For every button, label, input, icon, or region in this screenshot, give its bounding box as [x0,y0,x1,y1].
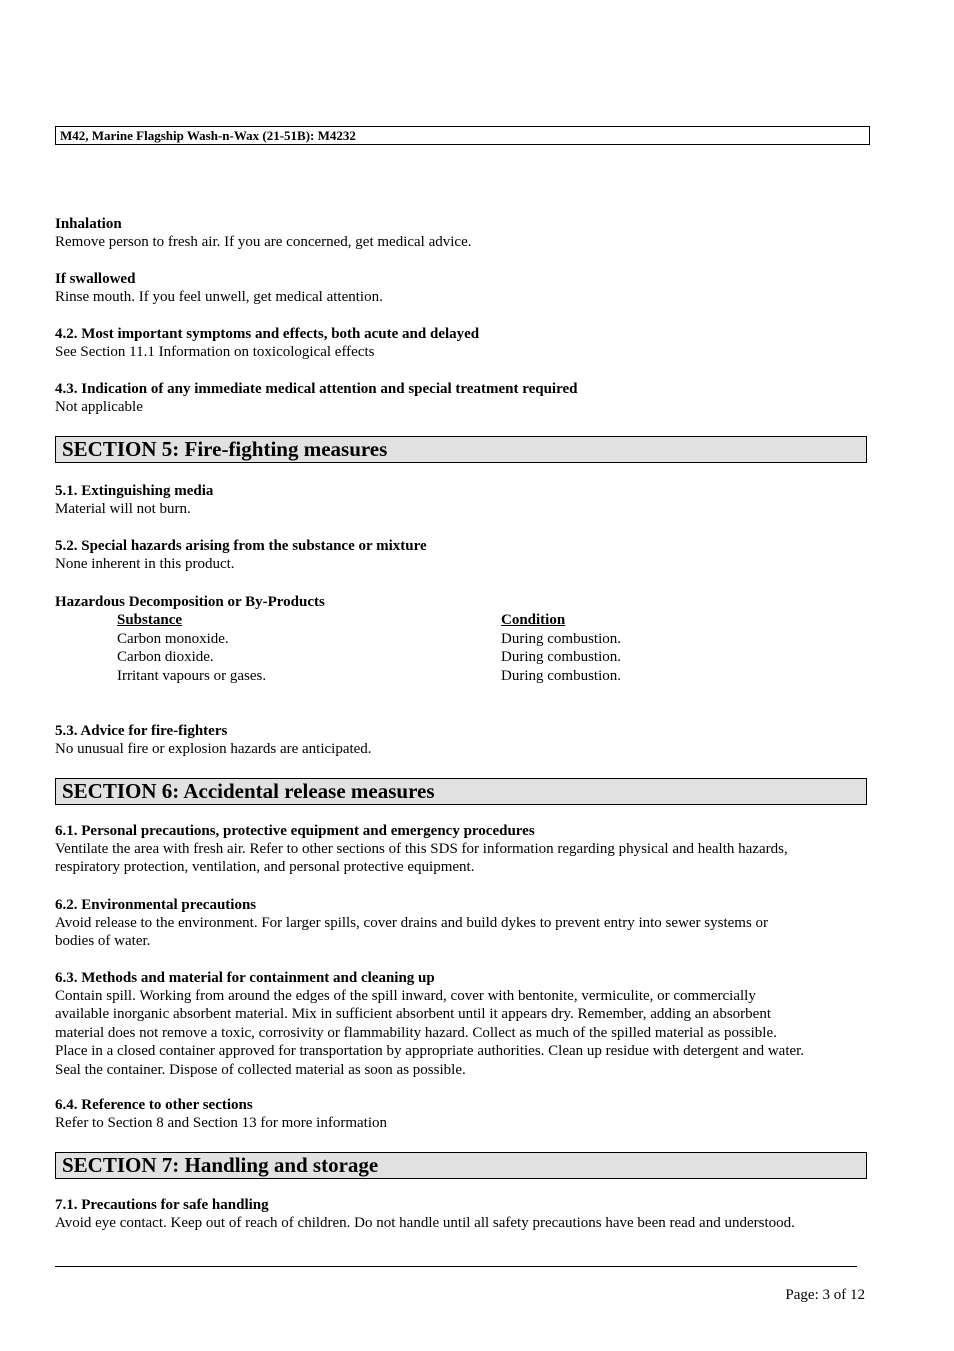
document-header: M42, Marine Flagship Wash-n-Wax (21-51B): M4232 [55,126,870,145]
section-7-title: SECTION 7: Handling and storage [55,1152,867,1179]
decomposition-table-header [117,611,717,630]
section-6-3-block [55,969,875,1079]
section-5-1-text: Material will not burn. [55,501,191,517]
section-4-3-heading: 4.3. Indication of any immediate medical attention and special treatment required [55,381,578,397]
section-6-3-line: Contain spill. Working from around the edges of the spill inward, cover with bentonite, vermiculite, or commercially [55,988,756,1004]
footer-divider [55,1266,857,1267]
condition-cell: During combustion. [501,630,621,647]
section-5-1-heading: 5.1. Extinguishing media [55,483,214,499]
section-6-4-text: Refer to Section 8 and Section 13 for more information [55,1115,387,1131]
substance-column-header: Substance [117,612,183,628]
section-4-3-block [55,380,875,416]
substance-cell: Carbon monoxide. [117,630,229,647]
section-5-2-text: None inherent in this product. [55,556,235,572]
substance-cell: Irritant vapours or gases. [117,667,267,684]
section-7-1-heading: 7.1. Precautions for safe handling [55,1197,269,1213]
condition-cell: During combustion. [501,649,621,665]
section-6-1-block [55,822,875,877]
section-6-3-line: material does not remove a toxic, corrosivity or flammability hazard. Collect as much of the spilled material as possible. [55,1024,777,1041]
section-6-3-line: Seal the container. Dispose of collected material as soon as possible. [55,1061,466,1078]
section-6-3-heading: 6.3. Methods and material for containment and cleaning up [55,970,435,986]
section-6-1-heading: 6.1. Personal precautions, protective equipment and emergency procedures [55,823,535,839]
section-6-3-line: Place in a closed container approved for transportation by appropriate authorities. Clean up residue with detergent and water. [55,1043,805,1060]
section-5-2-block [55,537,875,573]
section-5-title: SECTION 5: Fire-fighting measures [55,436,867,463]
section-6-3-line: available inorganic absorbent material. Mix in sufficient absorbent until it appears dry. Remember, adding an absorbent [55,1006,771,1023]
section-5-2-heading: 5.2. Special hazards arising from the substance or mixture [55,538,427,554]
section-6-1-line: respiratory protection, ventilation, and personal protective equipment. [55,859,475,876]
section-6-2-block [55,896,875,951]
section-6-2-line: Avoid release to the environment. For larger spills, cover drains and build dykes to prevent entry into sewer systems or [55,915,769,931]
section-5-3-text: No unusual fire or explosion hazards are anticipated. [55,741,372,757]
section-6-title: SECTION 6: Accidental release measures [55,778,867,805]
condition-column-header: Condition [501,612,566,628]
decomposition-table [117,611,717,685]
inhalation-block [55,215,875,251]
section-5-3-heading: 5.3. Advice for fire-fighters [55,723,228,739]
condition-cell: During combustion. [501,667,621,684]
decomposition-heading: Hazardous Decomposition or By-Products [55,594,325,610]
swallowed-block [55,270,875,306]
inhalation-text: Remove person to fresh air. If you are concerned, get medical advice. [55,234,472,250]
section-5-1-block [55,482,875,518]
section-6-2-heading: 6.2. Environmental precautions [55,897,257,913]
section-6-4-block [55,1096,875,1132]
section-7-1-block [55,1196,875,1232]
section-6-4-heading: 6.4. Reference to other sections [55,1097,253,1113]
section-6-2-line: bodies of water. [55,933,151,950]
section-4-2-heading: 4.2. Most important symptoms and effects, both acute and delayed [55,326,480,342]
substance-cell: Carbon dioxide. [117,649,214,665]
swallowed-text: Rinse mouth. If you feel unwell, get medical attention. [55,289,383,305]
table-row [117,630,717,649]
table-row [117,667,717,686]
section-4-2-block [55,325,875,361]
section-6-1-line: Ventilate the area with fresh air. Refer to other sections of this SDS for information regarding physical and health hazards, [55,841,788,857]
section-4-3-text: Not applicable [55,399,143,415]
page-number: Page: 3 of 12 [785,1287,865,1303]
table-row [117,648,717,667]
decomposition-heading-block [55,593,875,611]
section-7-1-text: Avoid eye contact. Keep out of reach of children. Do not handle until all safety precautions have been read and understood. [55,1215,795,1231]
swallowed-heading: If swallowed [55,271,136,287]
section-5-3-block [55,722,875,758]
section-4-2-text: See Section 11.1 Information on toxicological effects [55,344,375,360]
inhalation-heading: Inhalation [55,216,122,232]
